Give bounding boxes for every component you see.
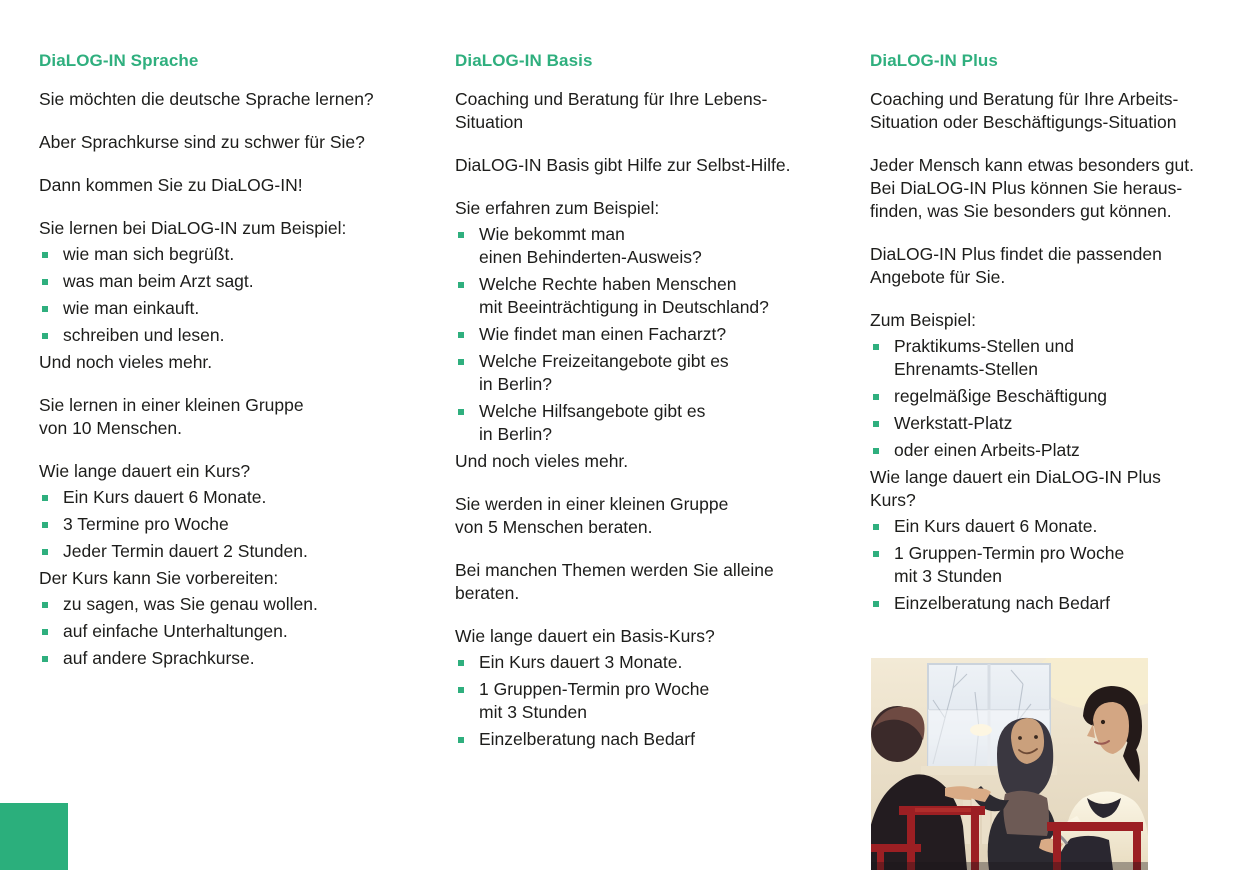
list-item xyxy=(41,540,419,563)
list-item-label: auf einfache Unterhaltungen. xyxy=(63,621,288,641)
square-bullet-icon xyxy=(458,282,464,288)
paragraph: Wie lange dauert ein Kurs? xyxy=(39,461,251,481)
square-bullet-icon xyxy=(42,333,48,339)
column-basis xyxy=(455,50,845,771)
list-item-label: oder einen Arbeits-Platz xyxy=(894,440,1080,460)
list-item-label: schreiben und lesen. xyxy=(63,325,225,345)
column-heading-sprache: DiaLOG-IN Sprache xyxy=(39,51,199,70)
bullet-list xyxy=(870,515,1210,615)
paragraph: Sie lernen bei DiaLOG-IN zum Beispiel: xyxy=(39,218,347,238)
square-bullet-icon xyxy=(42,522,48,528)
square-bullet-icon xyxy=(873,344,879,350)
square-bullet-icon xyxy=(42,252,48,258)
list-item xyxy=(872,515,1210,538)
column-sprache xyxy=(39,50,419,690)
counselling-session-photo xyxy=(871,658,1148,870)
square-bullet-icon xyxy=(458,687,464,693)
list-item xyxy=(872,335,1210,381)
list-item xyxy=(872,412,1210,435)
square-bullet-icon xyxy=(458,660,464,666)
paragraph: Dann kommen Sie zu DiaLOG-IN! xyxy=(39,175,303,195)
square-bullet-icon xyxy=(873,421,879,427)
list-item-label: 1 Gruppen-Termin pro Woche mit 3 Stunden xyxy=(894,543,1125,586)
list-item xyxy=(41,513,419,536)
bullet-list xyxy=(39,486,419,563)
square-bullet-icon xyxy=(873,524,879,530)
list-item xyxy=(41,647,419,670)
list-item-label: auf andere Sprachkurse. xyxy=(63,648,255,668)
paragraph: Jeder Mensch kann etwas besonders gut. Bei DiaLOG-IN Plus können Sie heraus- finden, was Sie besonders gut können. xyxy=(870,155,1194,221)
paragraph: Wie lange dauert ein DiaLOG-IN Plus Kurs? xyxy=(870,467,1161,510)
paragraph: Wie lange dauert ein Basis-Kurs? xyxy=(455,626,715,646)
list-item xyxy=(457,678,845,724)
paragraph: Coaching und Beratung für Ihre Arbeits- Situation oder Beschäftigungs-Situation xyxy=(870,89,1179,132)
paragraph: Und noch vieles mehr. xyxy=(39,352,213,372)
paragraph: Sie möchten die deutsche Sprache lernen? xyxy=(39,89,374,109)
list-item-label: Werkstatt-Platz xyxy=(894,413,1013,433)
paragraph: DiaLOG-IN Basis gibt Hilfe zur Selbst-Hilfe. xyxy=(455,155,791,175)
list-item-label: Ein Kurs dauert 3 Monate. xyxy=(479,652,683,672)
list-item-label: Welche Rechte haben Menschen mit Beeinträchtigung in Deutschland? xyxy=(479,274,769,317)
list-item-label: Jeder Termin dauert 2 Stunden. xyxy=(63,541,308,561)
list-item-label: 3 Termine pro Woche xyxy=(63,514,229,534)
square-bullet-icon xyxy=(458,737,464,743)
square-bullet-icon xyxy=(42,279,48,285)
paragraph: Sie lernen in einer kleinen Gruppe von 10 Menschen. xyxy=(39,395,304,438)
list-item-label: regelmäßige Beschäftigung xyxy=(894,386,1108,406)
paragraph: Sie erfahren zum Beispiel: xyxy=(455,198,660,218)
decorative-green-square xyxy=(0,803,68,870)
column-plus xyxy=(870,50,1210,635)
list-item-label: Welche Freizeitangebote gibt es in Berlin? xyxy=(479,351,729,394)
square-bullet-icon xyxy=(42,549,48,555)
list-item-label: Praktikums-Stellen und Ehrenamts-Stellen xyxy=(894,336,1074,379)
square-bullet-icon xyxy=(873,394,879,400)
paragraph: Und noch vieles mehr. xyxy=(455,451,629,471)
column-heading-basis: DiaLOG-IN Basis xyxy=(455,51,593,70)
list-item-label: Einzelberatung nach Bedarf xyxy=(479,729,695,749)
list-item xyxy=(457,223,845,269)
list-item xyxy=(457,350,845,396)
square-bullet-icon xyxy=(42,495,48,501)
list-item xyxy=(41,486,419,509)
square-bullet-icon xyxy=(458,409,464,415)
square-bullet-icon xyxy=(873,448,879,454)
square-bullet-icon xyxy=(42,306,48,312)
square-bullet-icon xyxy=(873,601,879,607)
square-bullet-icon xyxy=(42,602,48,608)
list-item xyxy=(41,324,419,347)
list-item xyxy=(41,593,419,616)
square-bullet-icon xyxy=(458,359,464,365)
paragraph: Zum Beispiel: xyxy=(870,310,977,330)
list-item xyxy=(457,323,845,346)
list-item-label: wie man einkauft. xyxy=(63,298,200,318)
list-item xyxy=(457,728,845,751)
list-item-label: Wie findet man einen Facharzt? xyxy=(479,324,727,344)
list-item xyxy=(457,400,845,446)
square-bullet-icon xyxy=(42,656,48,662)
list-item-label: zu sagen, was Sie genau wollen. xyxy=(63,594,318,614)
paragraph: Bei manchen Themen werden Sie alleine beraten. xyxy=(455,560,774,603)
list-item-label: Ein Kurs dauert 6 Monate. xyxy=(63,487,267,507)
bullet-list xyxy=(39,243,419,347)
paragraph: Coaching und Beratung für Ihre Lebens- Situation xyxy=(455,89,768,132)
list-item xyxy=(872,542,1210,588)
paragraph: Der Kurs kann Sie vorbereiten: xyxy=(39,568,279,588)
list-item xyxy=(457,651,845,674)
list-item xyxy=(872,592,1210,615)
list-item xyxy=(41,297,419,320)
list-item-label: 1 Gruppen-Termin pro Woche mit 3 Stunden xyxy=(479,679,710,722)
list-item xyxy=(41,620,419,643)
list-item xyxy=(872,385,1210,408)
paragraph: Aber Sprachkurse sind zu schwer für Sie? xyxy=(39,132,365,152)
list-item xyxy=(41,270,419,293)
list-item-label: Wie bekommt man einen Behinderten-Ausweis? xyxy=(479,224,702,267)
list-item xyxy=(457,273,845,319)
square-bullet-icon xyxy=(42,629,48,635)
paragraph: DiaLOG-IN Plus findet die passenden Angebote für Sie. xyxy=(870,244,1162,287)
square-bullet-icon xyxy=(873,551,879,557)
bullet-list xyxy=(39,593,419,670)
bullet-list xyxy=(455,651,845,751)
bullet-list xyxy=(870,335,1210,462)
list-item xyxy=(872,439,1210,462)
bullet-list xyxy=(455,223,845,446)
list-item-label: was man beim Arzt sagt. xyxy=(63,271,254,291)
paragraph: Sie werden in einer kleinen Gruppe von 5 Menschen beraten. xyxy=(455,494,729,537)
list-item-label: Ein Kurs dauert 6 Monate. xyxy=(894,516,1098,536)
list-item-label: wie man sich begrüßt. xyxy=(63,244,235,264)
column-heading-plus: DiaLOG-IN Plus xyxy=(870,51,998,70)
square-bullet-icon xyxy=(458,232,464,238)
square-bullet-icon xyxy=(458,332,464,338)
list-item-label: Welche Hilfsangebote gibt es in Berlin? xyxy=(479,401,706,444)
list-item-label: Einzelberatung nach Bedarf xyxy=(894,593,1110,613)
list-item xyxy=(41,243,419,266)
